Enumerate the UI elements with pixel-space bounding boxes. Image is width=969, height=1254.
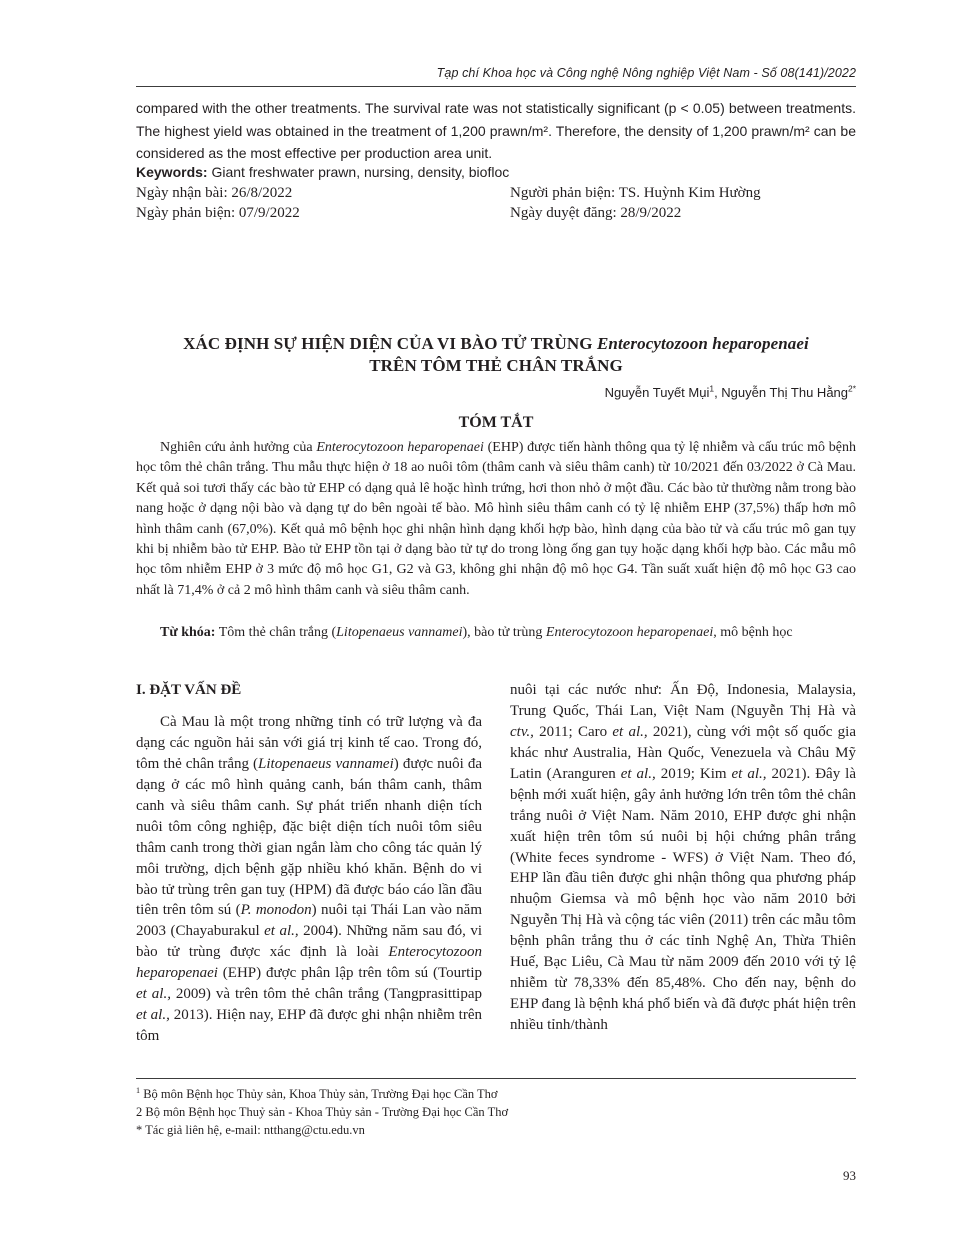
keywords-species: Litopenaeus vannamei [336, 625, 463, 640]
english-abstract-text: compared with the other treatments. The survival rate was not statistically significant (p < 0.05) between treatments. The highest yield was obtained in the treatment of 1,200 prawn/m². Therefore, the density of 1,200 prawn/m² can be considered as the most effective per production area unit. [136, 100, 856, 161]
article-title-line1 [136, 334, 856, 354]
text-run: (EHP) được phân lập trên tôm sú (Tourtip [217, 965, 482, 982]
footnote-rule [136, 1078, 856, 1079]
text-run: 2004). Những năm sau đó, vi bào tử trùng được xác định là loài [136, 923, 482, 961]
author-2-mark: 2* [848, 383, 856, 394]
footnote-1 [136, 1087, 498, 1102]
text-run: 2009) và trên tôm thẻ chân trắng (Tangprasittipap [170, 986, 482, 1003]
keywords-species: Enterocytozoon heparopenaei [545, 625, 714, 640]
italic-run: ctv., [510, 723, 534, 740]
english-keywords-label: Keywords: [136, 164, 208, 180]
vietnamese-keywords [160, 625, 793, 641]
abstract-part: Nghiên cứu ảnh hưởng của [160, 440, 317, 455]
title-prefix: XÁC ĐỊNH SỰ HIỆN DIỆN CỦA VI BÀO TỬ TRÙNG [183, 334, 597, 353]
authors [605, 385, 856, 400]
section-heading: I. ĐẶT VẤN ĐỀ [136, 682, 242, 698]
review-date-label: Ngày phản biện: [136, 205, 236, 221]
footnote-2: 2 Bộ môn Bệnh học Thuỷ sản - Khoa Thủy sản - Trường Đại học Cần Thơ [136, 1105, 509, 1119]
english-keywords [136, 164, 856, 180]
italic-run: P. monodon [240, 902, 312, 919]
approved-date [510, 205, 681, 222]
abstract-species: Enterocytozoon heparopenaei [316, 440, 484, 455]
header-rule [136, 86, 856, 87]
approved-value: 28/9/2022 [620, 205, 682, 221]
author-separator: , [714, 385, 722, 400]
approved-label: Ngày duyệt đăng: [510, 205, 617, 221]
italic-run: Enterocytozoon heparopenaei [136, 944, 482, 982]
text-run: 2021), cùng với một số quốc gia khác như Australia, Hàn Quốc, Venezuela và Châu Mỹ Latin (Aranguren [510, 723, 856, 782]
text-run: nuôi tại các nước như: Ấn Độ, Indonesia, Malaysia, Trung Quốc, Thái Lan, Việt Nam (Nguyễn Thị Hà và [510, 682, 856, 719]
abstract-heading: TÓM TẮT [458, 414, 534, 431]
received-value: 26/8/2022 [231, 185, 293, 201]
received-date [136, 185, 292, 202]
text-run: 2011; Caro [533, 723, 613, 740]
italic-run: et al., [136, 1007, 170, 1024]
footnote-1-mark: 1 [136, 1085, 141, 1095]
article-title-line2: TRÊN TÔM THẺ CHÂN TRẮNG [369, 356, 623, 375]
text-run: 2021). Đây là bệnh mới xuất hiện, gây ảnh hưởng lớn trên tôm thẻ chân trắng nuôi ở Việt Nam. Năm 2010, EHP được ghi nhận xuất hiện trên tôm sú nuôi bị hội chứng phân trắng (White feces syndrome - WFS) ở Việt Nam. Theo đó, EHP lần đầu tiên được ghi nhận thông qua phương pháp nhuộm Giemsa và mô bệnh học vào năm 2010 bởi Nguyễn Thị Hà và cộng tác viên (2011) trên các mẫu tôm bệnh phân trắng thu ở các tỉnh Nghệ An, Thừa Thiên Huế, Bạc Liêu, Cà Mau từ năm 2009 đến 2010 với tỷ lệ nhiễm từ 78,33% đến 85,48%. Cho đến nay, bệnh do EHP đang là bệnh khá phổ biến và đã được phát hiện trên nhiều tỉnh/thành [510, 765, 856, 1033]
keywords-label: Từ khóa: [160, 625, 216, 640]
footnote-3: * Tác giả liên hệ, e-mail: ntthang@ctu.edu.vn [136, 1123, 365, 1137]
italic-run: et al., [264, 923, 299, 940]
author-1: Nguyễn Tuyết Mụi [604, 385, 710, 400]
keywords-part: ), bào tử trùng [462, 625, 546, 640]
keywords-part: Tôm thẻ chân trắng ( [215, 625, 337, 640]
italic-run: et al., [620, 765, 656, 782]
reviewer [510, 185, 761, 202]
english-keywords-value: Giant freshwater prawn, nursing, density, biofloc [211, 164, 510, 180]
author-1-mark: 1 [709, 383, 715, 394]
italic-run: et al., [612, 723, 648, 740]
abstract-part: (EHP) được tiến hành thông qua tỷ lệ nhiễm và cấu trúc mô bệnh học tôm thẻ chân trắng. Thu mẫu thực hiện ở 18 ao nuôi tôm (thâm canh và siêu thâm canh) từ 10/2021 đến 03/2022 ở Cà Mau. Kết quả soi tươi thấy các bào tử EHP có dạng quả lê hoặc hình trứng, hơi thon nhỏ ở một đầu. Các bào tử thường nằm trong bào nang hoặc ở dạng nội bào và dạng tự do bên ngoài tế bào. Mô hình siêu thâm canh có tỷ lệ nhiễm EHP (37,5%) thấp hơn mô hình thâm canh (67,0%). Kết quả mô bệnh học ghi nhận hình dạng khối hợp bào, hình dạng của bào tử và cấu trúc mô gan tụy khi bị nhiễm bào tử EHP. Bào tử EHP tồn tại ở dạng bào tử tự do trong lòng ống gan tụy hoặc dạng khối hợp bào. Các mẫu mô học tôm nhiễm EHP ở 3 mức độ mô học G1, G2 và G3, không ghi nhận độ mô học G4. Tần suất xuất hiện độ mô học G3 cao nhất là 71,4% ở cả 2 mô hình thâm canh và siêu thâm canh. [136, 440, 856, 598]
keywords-part: , mô bệnh học [713, 625, 793, 640]
review-date-value: 07/9/2022 [238, 205, 300, 221]
page-number: 93 [843, 1168, 856, 1183]
journal-header: Tạp chí Khoa học và Công nghệ Nông nghiệp Việt Nam - Số 08(141)/2022 [436, 66, 856, 80]
text-run: ) được nuôi đa dạng ở các mô hình quảng canh, bán thâm canh, thâm canh và siêu thâm canh. Sự phát triển nhanh diện tích nuôi tôm công nghiệp, đặc biệt diện tích nuôi tôm siêu thâm canh trong thời gian ngắn làm cho công tác quản lý môi trường, dịch bệnh gặp nhiều khó khăn. Bệnh do vi bào tử trùng trên gan tuỵ (HPM) đã được báo cáo lần đầu tiên trên tôm sú ( [136, 755, 482, 919]
author-2: Nguyễn Thị Thu Hằng [721, 385, 849, 400]
title-species: Enterocytozoon heparopenaei [596, 334, 809, 353]
abstract-text [136, 438, 856, 601]
reviewer-value: TS. Huỳnh Kim Hường [618, 185, 761, 201]
reviewer-label: Người phản biện: [510, 185, 616, 201]
italic-run: Litopenaeus vannamei [258, 755, 394, 772]
body-right-column [510, 680, 856, 1036]
body-left-column [136, 712, 482, 1047]
text-run: 2013). Hiện nay, EHP đã được ghi nhận nhiễm trên tôm [136, 1007, 482, 1045]
text-run: Cà Mau là một trong những tỉnh có trữ lượng và đa dạng các nguồn hải sản với giá trị kinh tế cao. Trong đó, tôm thẻ chân trắng ( [136, 714, 482, 772]
received-label: Ngày nhận bài: [136, 185, 228, 201]
italic-run: et al., [136, 986, 171, 1003]
footnote-1-text: Bộ môn Bệnh học Thủy sản, Khoa Thủy sản, Trường Đại học Cần Thơ [140, 1087, 498, 1101]
italic-run: et al., [731, 765, 767, 782]
text-run: 2019; Kim [655, 765, 732, 782]
review-date [136, 205, 300, 222]
text-run: ) nuôi tại Thái Lan vào năm 2003 (Chayaburakul [136, 902, 482, 940]
